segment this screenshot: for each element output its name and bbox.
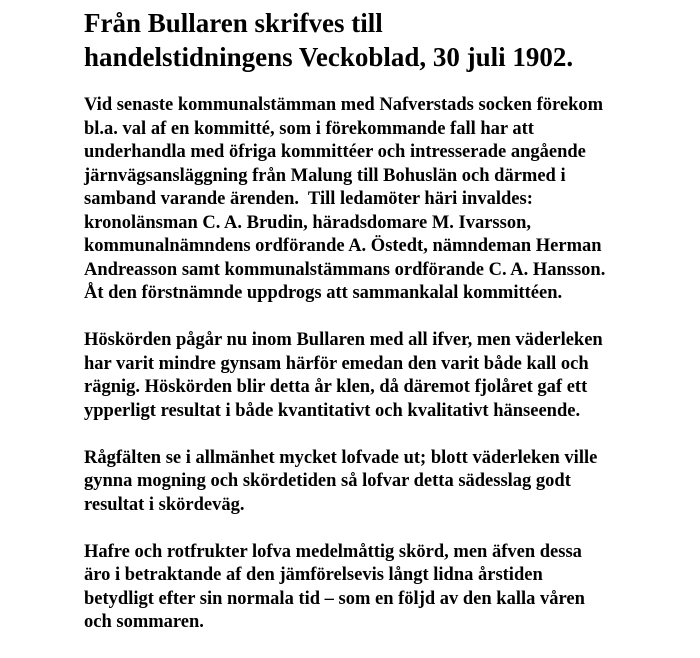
text-line: och sommaren.: [84, 612, 204, 632]
text-line: rägnig. Höskörden blir detta år klen, då däremot fjolåret gaf ett: [84, 377, 588, 397]
paragraph-hay-harvest: [84, 329, 694, 423]
text-line: Rågfälten se i allmänhet mycket lofvade ut; blott väderleken ville: [84, 447, 598, 468]
text-line: järnvägsansläggning från Malung till Bohuslän och därmed i: [84, 165, 566, 186]
text-line: bl.a. val af en kommitté, som i förekommande fall har att: [84, 118, 534, 139]
text-line: kommunalnämndens ordförande A. Östedt, nämndeman Herman: [84, 236, 602, 256]
text-line: Höskörden pågår nu inom Bullaren med all ifver, men väderleken: [84, 330, 603, 350]
text-line: Andreasson samt kommunalstämmans ordförande C. A. Hansson.: [84, 259, 606, 280]
text-line: samband varande ärenden. Till ledamöter häri invaldes:: [84, 189, 533, 209]
document-title: [84, 6, 684, 74]
document-body: [84, 94, 694, 658]
text-line: resultat i skördeväg.: [84, 494, 245, 515]
title-line-1: Från Bullaren skrifves till: [84, 8, 383, 38]
text-line: ypperligt resultat i både kvantitativt och kvalitativt hänseende.: [84, 400, 581, 421]
text-line: Åt den förstnämnde uppdrogs att sammankalal kommittéen.: [84, 283, 563, 303]
title-line-2: handelstidningens Veckoblad, 30 juli 1902.: [84, 42, 574, 72]
text-line: underhandla med öfriga kommittéer och intresserade angående: [84, 142, 586, 162]
text-line: betydligt efter sin normala tid – som en följd av den kalla våren: [84, 588, 585, 609]
paragraph-rye-fields: [84, 447, 694, 518]
text-line: Hafre och rotfrukter lofva medelmåttig skörd, men äfven dessa: [84, 541, 582, 562]
text-line: äro i betraktande af den jämförelsevis långt lidna årstiden: [84, 565, 543, 585]
paragraph-oats-roots: [84, 541, 694, 635]
text-line: har varit mindre gynsam härför emedan den varit både kall och: [84, 353, 589, 374]
paragraph-committee: [84, 94, 694, 306]
text-line: kronolänsman C. A. Brudin, häradsdomare M. Ivarsson,: [84, 212, 531, 233]
text-line: Vid senaste kommunalstämman med Nafverstads socken förekom: [84, 95, 604, 115]
text-line: gynna mogning och skördetiden så lofvar detta sädesslag godt: [84, 471, 571, 491]
